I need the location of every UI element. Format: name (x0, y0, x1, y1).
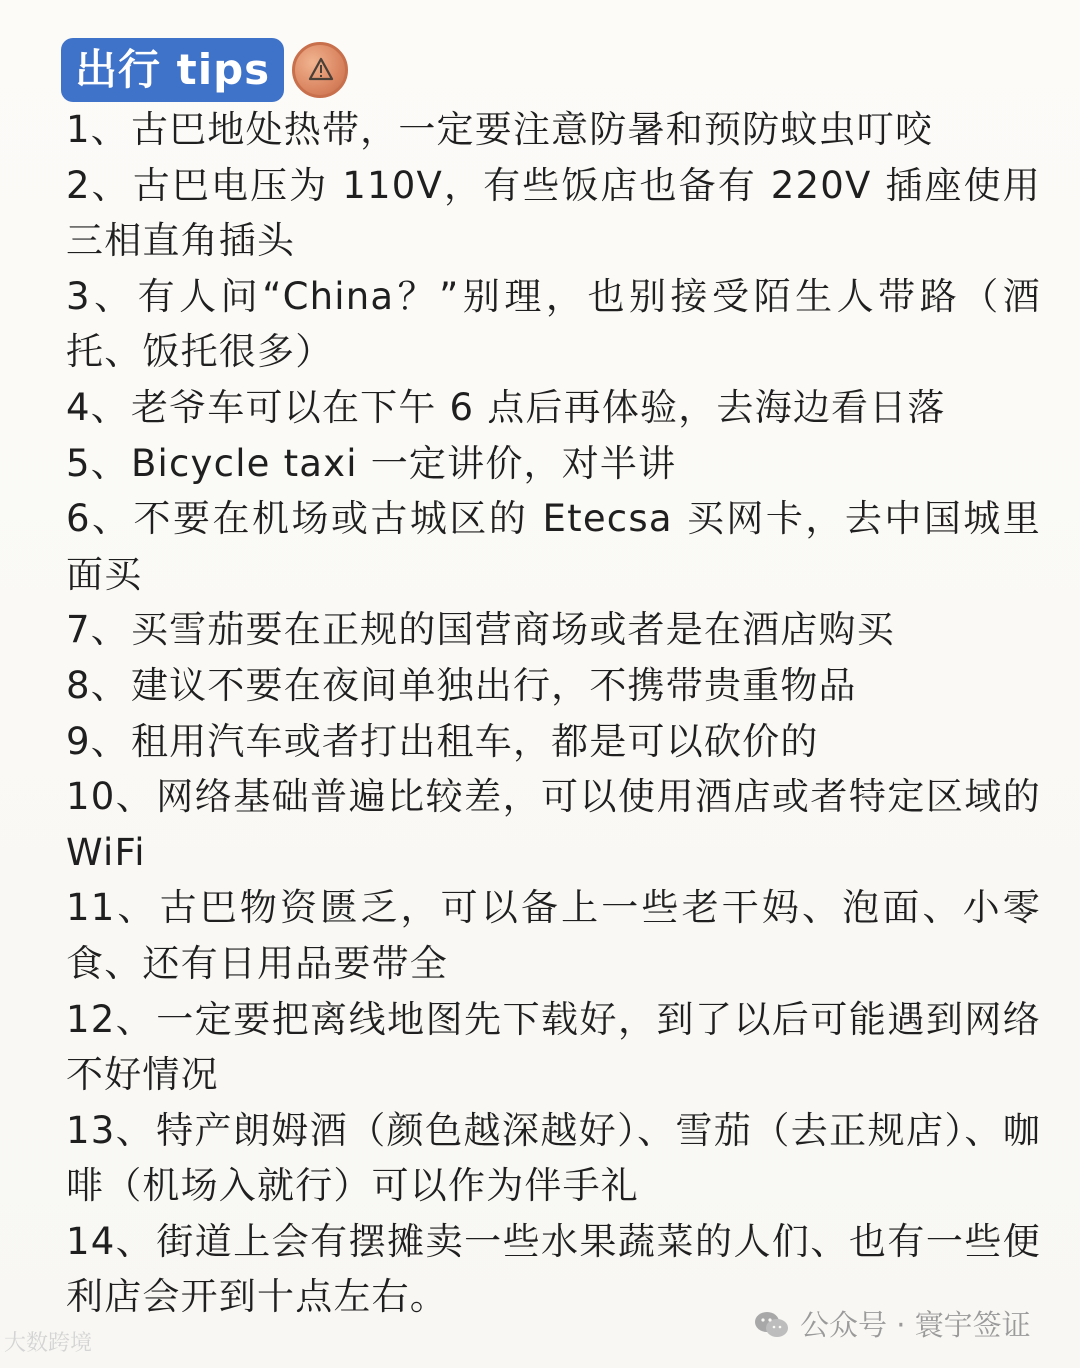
tip-text: 特产朗姆酒（颜色越深越好）、雪茄（去正规店）、咖啡（机场入就行）可以作为伴手礼 (66, 1108, 1041, 1208)
tip-number: 6、 (66, 497, 132, 541)
warning-triangle-icon (308, 57, 334, 81)
tip-number: 5、 (66, 441, 129, 485)
tip-item-13 (66, 1103, 1041, 1214)
tip-text: 不要在机场或古城区的 Etecsa 买网卡，去中国城里面买 (66, 497, 1041, 596)
tip-number: 8、 (66, 663, 129, 707)
tip-item-3 (66, 269, 1041, 380)
tip-item-6 (66, 491, 1041, 602)
tip-text: Bicycle taxi 一定讲价，对半讲 (130, 441, 677, 485)
tip-item-2 (66, 158, 1041, 269)
tip-number: 9、 (66, 719, 129, 763)
tip-number: 10、 (66, 775, 155, 819)
tip-text: 老爷车可以在下午 6 点后再体验，去海边看日落 (130, 385, 946, 429)
tip-number: 12、 (66, 997, 155, 1041)
wechat-icon (752, 1308, 792, 1342)
tip-text: 有人问“China？”别理，也别接受陌生人带路（酒托、饭托很多） (66, 274, 1041, 374)
warning-icon (292, 42, 348, 98)
tip-number: 1、 (66, 108, 129, 151)
tip-item-12 (66, 992, 1041, 1103)
tip-text: 古巴电压为 110V，有些饭店也备有 220V 插座使用三相直角插头 (66, 163, 1041, 263)
tip-item-8 (66, 658, 1041, 714)
tip-text: 买雪茄要在正规的国营商场或者是在酒店购买 (130, 608, 895, 652)
tip-number: 3、 (66, 274, 136, 318)
tip-number: 11、 (66, 886, 158, 930)
tip-number: 4、 (66, 385, 129, 429)
tip-item-7 (66, 602, 1041, 658)
watermark-right (752, 1308, 1031, 1342)
tip-text: 古巴物资匮乏，可以备上一些老干妈、泡面、小零食、还有日用品要带全 (66, 886, 1041, 985)
tip-item-4 (66, 380, 1041, 436)
wechat-account-label: 公众号 · 寰宇签证 (800, 1308, 1031, 1342)
tip-item-1 (66, 102, 1041, 158)
tip-item-11 (66, 880, 1041, 991)
tip-number: 13、 (66, 1108, 155, 1152)
tip-text: 网络基础普遍比较差，可以使用酒店或者特定区域的 WiFi (66, 775, 1041, 874)
tip-text: 一定要把离线地图先下载好，到了以后可能遇到网络不好情况 (66, 997, 1041, 1097)
title-badge: 出行 tips (61, 38, 284, 102)
title-row (61, 38, 348, 102)
tip-text: 租用汽车或者打出租车，都是可以砍价的 (130, 719, 819, 763)
tip-item-5 (66, 436, 1041, 492)
tip-number: 14、 (66, 1219, 155, 1263)
watermark-left: 大数跨境 (4, 1331, 93, 1356)
tip-text: 古巴地处热带，一定要注意防暑和预防蚊虫叮咬 (130, 108, 934, 151)
tip-item-10 (66, 769, 1041, 880)
tip-text: 建议不要在夜间单独出行，不携带贵重物品 (130, 663, 857, 707)
tip-number: 7、 (66, 608, 129, 652)
tips-list (66, 102, 1041, 1325)
tip-text: 街道上会有摆摊卖一些水果蔬菜的人们、也有一些便利店会开到十点左右。 (66, 1219, 1041, 1319)
tip-item-9 (66, 714, 1041, 770)
tip-number: 2、 (66, 163, 131, 207)
